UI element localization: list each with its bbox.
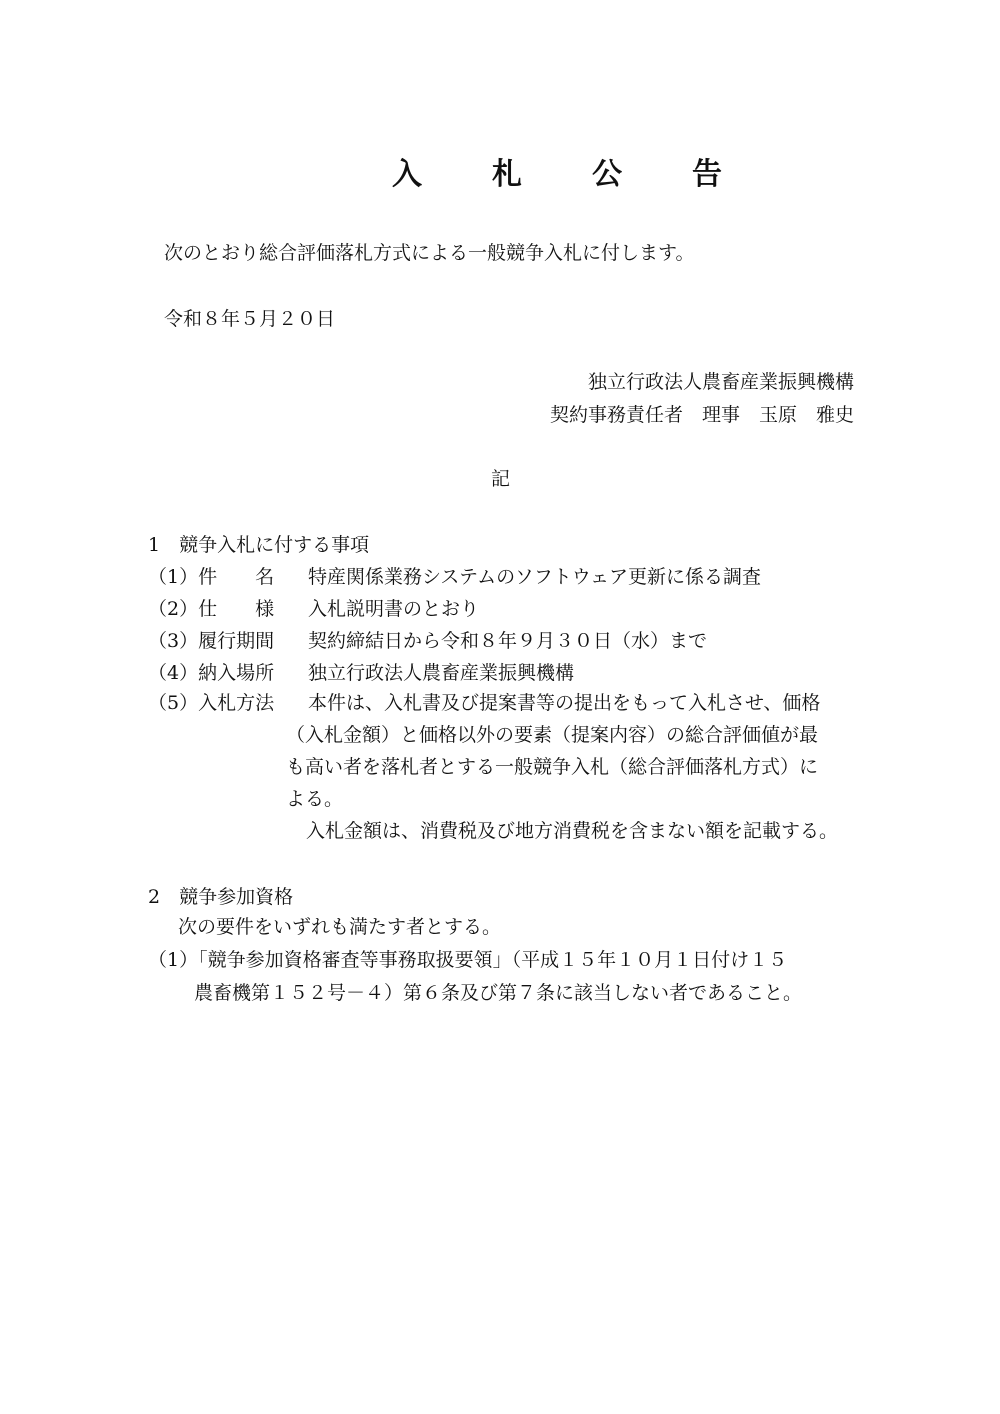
method-tax-note: 入札金額は、消費税及び地方消費税を含まない額を記載する。 xyxy=(306,820,839,842)
section-2-heading: 2 競争参加資格 xyxy=(148,886,294,908)
item-value-delivery: 独立行政法人農畜産業振興機構 xyxy=(308,662,575,684)
notice-date: 令和８年５月２０日 xyxy=(164,308,336,330)
item-label-delivery: （4）納入場所 xyxy=(148,662,275,684)
intro-text: 次のとおり総合評価落札方式による一般競争入札に付します。 xyxy=(164,242,695,264)
qualification-item-1-cont: 農畜機第１５２号－４）第６条及び第７条に該当しない者であること。 xyxy=(194,982,803,1004)
section-2-lead: 次の要件をいずれも満たす者とする。 xyxy=(178,916,502,938)
item-label-period: （3）履行期間 xyxy=(148,630,275,652)
item-value-subject: 特産関係業務システムのソフトウェア更新に係る調査 xyxy=(308,566,761,588)
item-label-method: （5）入札方法 xyxy=(148,692,275,714)
item-label-subject: （1）件 名 xyxy=(148,566,275,588)
item-value-period: 契約締結日から令和８年９月３０日（水）まで xyxy=(308,630,708,652)
section-1-heading: 1 競争入札に付する事項 xyxy=(148,534,370,556)
issuer-organization: 独立行政法人農畜産業振興機構 xyxy=(587,371,854,393)
qualification-item-1: （1）「競争参加資格審査等事務取扱要領」（平成１５年１０月１日付け１５ xyxy=(148,949,788,971)
item-value-spec: 入札説明書のとおり xyxy=(308,598,480,620)
method-continuation: （入札金額）と価格以外の要素（提案内容）の総合評価値が最 xyxy=(286,724,819,746)
ki-marker: 記 xyxy=(491,468,511,490)
issuer-official: 契約事務責任者 理事 玉原 雅史 xyxy=(549,404,854,426)
method-continuation: も高い者を落札者とする一般競争入札（総合評価落札方式）に xyxy=(286,756,819,778)
item-label-spec: （2）仕 様 xyxy=(148,598,275,620)
method-continuation: よる。 xyxy=(286,788,344,810)
page-title: 入 札 公 告 xyxy=(392,157,742,192)
item-value-method: 本件は、入札書及び提案書等の提出をもって入札させ、価格 xyxy=(308,692,821,714)
